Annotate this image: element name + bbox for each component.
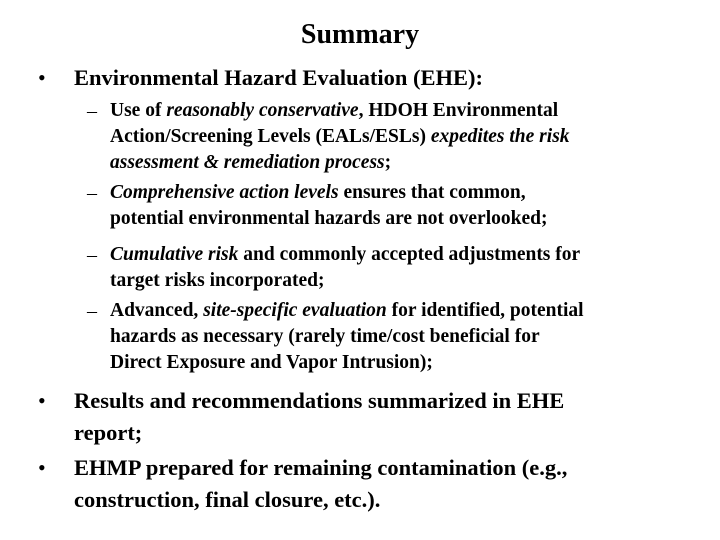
bullet-ehe-heading: Environmental Hazard Evaluation (EHE): xyxy=(74,65,483,90)
dash-icon: – xyxy=(87,300,97,322)
slide-title: Summary xyxy=(300,19,420,50)
sub-item-eals-line-3 xyxy=(110,150,391,176)
dash-icon: – xyxy=(87,244,97,266)
sub-item-cumulative-risk-line-1 xyxy=(110,242,580,268)
text-run: for identified, potential xyxy=(386,300,584,321)
text-run-italic: assessment & remediation process xyxy=(110,152,385,173)
bullet-results-line-2: report; xyxy=(74,420,143,445)
text-run-italic: expedites the risk xyxy=(430,126,570,147)
text-run: Use of xyxy=(110,100,167,121)
text-run-italic: site-specific evaluation xyxy=(203,300,387,321)
bullet-icon: • xyxy=(38,455,46,480)
bullet-icon: • xyxy=(38,388,46,413)
sub-item-eals-line-2 xyxy=(110,124,570,150)
sub-item-action-levels-line-2: potential environmental hazards are not overlooked; xyxy=(110,208,548,229)
sub-item-cumulative-risk-line-2: target risks incorporated; xyxy=(110,270,325,291)
dash-icon: – xyxy=(87,100,97,122)
sub-item-advanced-line-1 xyxy=(110,298,584,324)
bullet-ehmp-line-2: construction, final closure, etc.). xyxy=(74,487,381,512)
sub-item-action-levels-line-1 xyxy=(110,180,526,206)
bullet-results-line-1: Results and recommendations summarized in EHE xyxy=(74,388,565,413)
text-run-italic: reasonably conservative xyxy=(166,100,359,121)
bullet-icon: • xyxy=(38,65,46,90)
sub-item-advanced-line-2: hazards as necessary (rarely time/cost beneficial for xyxy=(110,326,540,347)
sub-item-eals-line-1 xyxy=(110,98,558,124)
text-run: Advanced, xyxy=(110,300,204,321)
text-run: ; xyxy=(384,152,392,173)
sub-item-advanced-line-3: Direct Exposure and Vapor Intrusion); xyxy=(110,352,433,373)
text-run: , HDOH Environmental xyxy=(358,100,559,121)
text-run-italic: Comprehensive action levels xyxy=(110,182,339,203)
text-run: ensures that common, xyxy=(338,182,526,203)
bullet-ehmp-line-1: EHMP prepared for remaining contamination (e.g., xyxy=(74,455,568,480)
text-run: and commonly accepted adjustments for xyxy=(238,244,581,265)
dash-icon: – xyxy=(87,182,97,204)
text-run-italic: Cumulative risk xyxy=(110,244,239,265)
text-run: Action/Screening Levels (EALs/ESLs) xyxy=(110,126,431,147)
